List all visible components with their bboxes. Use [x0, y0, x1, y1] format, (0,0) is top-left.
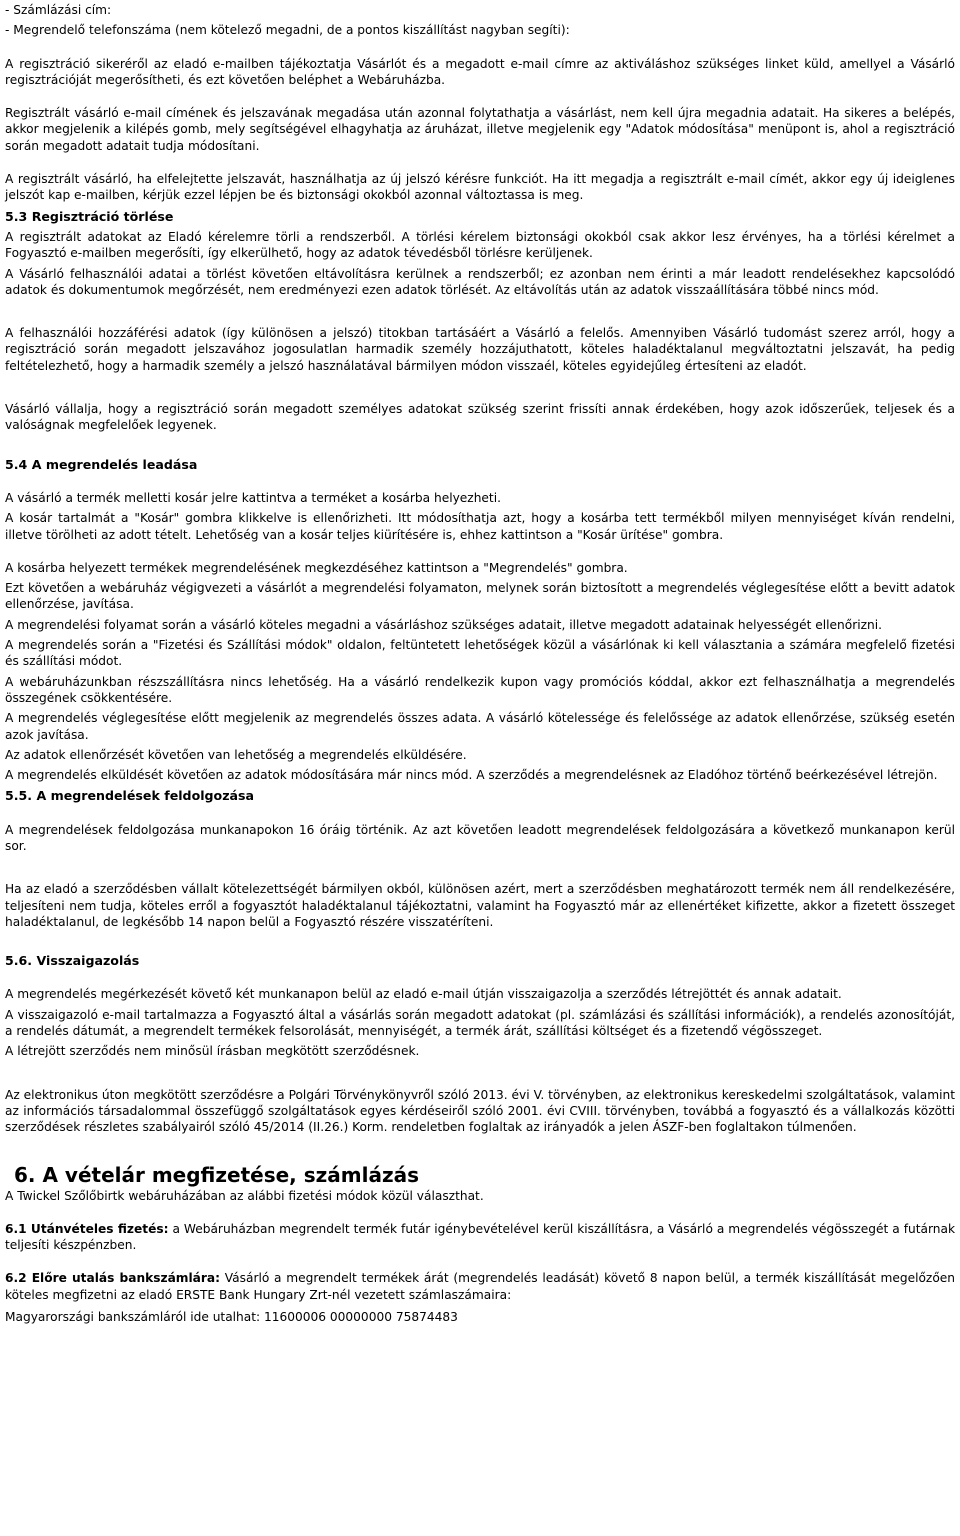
paragraph-bank-account: Magyarországi bankszámláról ide utalhat: 11600006 00000000 75874483	[5, 1310, 458, 1325]
paragraph-order-process: Ezt követően a webáruház végigvezeti a vásárlót a megrendelési folyamaton, melynek során biztosított a megrendelés véglegesítése előtt a bevitt adatok ellenőrzése, javítása.	[5, 581, 955, 612]
paragraph-order-send: Az adatok ellenőrzését követően van lehetőség a megrendelés elküldésére.	[5, 747, 467, 762]
paragraph-not-written-contract: A létrejött szerződés nem minősül írásban megkötött szerződésnek.	[5, 1044, 420, 1059]
paragraph-deletion-effects: A Vásárló felhasználói adatai a törlést követően eltávolításra kerülnek a rendszerből; ez azonban nem érinti a már leadott rendelésekhez kapcsolódó adatok és dokumentumok megőrzését, nem eredményezi ezen adatok törlését. Az eltávolítás után az adatok visszaállítására többé nincs mód.	[5, 266, 955, 297]
paragraph-confirmation-contents: A visszaigazoló e-mail tartalmazza a Fogyasztó által a vásárlás során megadott adatokat (pl. számlázási és szállítási információk), a rendelés azonosítóját, a rendelés dátumát, a megrendelt termékek felsorolását, mennyiségét, a termék árát, szállítási költséget és a fizetendő végösszeget.	[5, 1007, 955, 1039]
section-heading-5-4: 5.4 A megrendelés leadása	[5, 456, 198, 472]
paragraph-payment-shipping: A megrendelés során a "Fizetési és Szállítási módok" oldalon, feltüntetett lehetőségek közül a vásárlónak ki kell választania a számára megfelelő fizetési és szállítási módot.	[5, 638, 955, 669]
section-heading-5-6: 5.6. Visszaigazolás	[5, 953, 140, 969]
cash-on-delivery-title: 6.1 Utánvételes fizetés:	[5, 1221, 169, 1236]
chapter-heading-6: 6. A vételár megfizetése, számlázás	[14, 1162, 419, 1187]
paragraph-coupon: A webáruházunkban részszállításra nincs lehetőség. Ha a vásárló rendelkezik kupon vagy promóciós kóddal, akkor ezt felhasználhatja a megrendelés összegének csökkentésére.	[5, 674, 955, 705]
paragraph-contract-formed: A megrendelés elküldését követően az adatok módosítására már nincs mód. A szerződés a megrendelésnek az Eladóhoz történő beérkezésével létrejön.	[5, 768, 938, 783]
phone-label: - Megrendelő telefonszáma (nem kötelező megadni, de a pontos kiszállítást nagyban segíti):	[5, 23, 570, 38]
paragraph-cash-on-delivery	[5, 1221, 955, 1254]
paragraph-data-update: Vásárló vállalja, hogy a regisztráció során megadott személyes adatokat szükség szerint frissíti annak érdekében, hogy azok időszerűek, teljesek és a valóságnak megfelelőek legyenek.	[5, 402, 955, 433]
section-heading-5-3: 5.3 Regisztráció törlése	[5, 208, 174, 224]
paragraph-forgotten-password: A regisztrált vásárló, ha elfelejtette jelszavát, használhatja az új jelszó kérésre funkciót. Ha itt megadja a regisztrált e-mail címét, akkor egy új ideiglenes jelszót kap e-mailben, kérjük ezzel lépjen be és biztonsági okokból azonnal változtassa is meg.	[5, 172, 955, 203]
paragraph-confirmation: A megrendelés megérkezését követő két munkanapon belül az eladó e-mail útján visszaigazolja a szerződés létrejöttét és annak adatait.	[5, 987, 842, 1002]
paragraph-payment-options: A Twickel Szőlőbirtk webáruházában az alábbi fizetési módok közül választhat.	[5, 1188, 484, 1203]
paragraph-order-review: A megrendelés véglegesítése előtt megjelenik az megrendelés összes adata. A vásárló kötelessége és felelőssége az adatok ellenőrzése, szükség esetén azok javítása.	[5, 711, 955, 742]
paragraph-order-start: A kosárba helyezett termékek megrendelésének megkezdéséhez kattintson a "Megrendelés" gombra.	[5, 560, 628, 575]
cash-on-delivery-text: a Webáruházban megrendelt termék futár igénybevételével kerül kiszállításra, a Vásárló a megrendelés végösszegét a futárnak teljesíti készpénzben.	[5, 1221, 956, 1253]
paragraph-deletion-request: A regisztrált adatokat az Eladó kérelemre törli a rendszerből. A törlési kérelem biztonsági okokból csak akkor lesz érvényes, ha a törlési kérelmet a Fogyasztó e-mailben megerősíti, így elkerülhető, hogy az adatok tévedésből törlésre kerüljenek.	[5, 229, 955, 261]
paragraph-non-fulfilment: Ha az eladó a szerződésben vállalt kötelezettségét bármilyen okból, különösen azért, mert a szerződésben meghatározott termék nem áll rendelkezésére, teljesíteni nem tudja, köteles erről a fogyasztót haladéktalanul tájékoztatni, valamint ha Fogyasztó már az ellenértéket kifizette, akkor a fizetett összeget haladéktalanul, de legkésőbb 14 napon belül a Fogyasztó részére visszatéríteni.	[5, 882, 955, 929]
document-page	[0, 2, 960, 1536]
paragraph-cart-add: A vásárló a termék melletti kosár jelre kattintva a terméket a kosárba helyezheti.	[5, 490, 501, 505]
paragraph-password-responsibility: A felhasználói hozzáférési adatok (így különösen a jelszó) titokban tartásáért a Vásárló a felelős. Amennyiben Vásárló tudomást szerez arról, hogy a regisztráció során megadott jelszavához jogosulatlan harmadik személy hozzájuthatott, köteles haladéktalanul megváltoztatni jelszavát, ha pedig feltételezhető, hogy a harmadik személy a jelszó használatával bármilyen módon visszaél, köteles egyidejűleg értesíteni az eladót.	[5, 326, 955, 373]
paragraph-order-data: A megrendelési folyamat során a vásárló köteles megadni a vásárláshoz szükséges adatait, illetve megadott adatainak helyességét ellenőrizni.	[5, 617, 882, 632]
paragraph-registered-login: Regisztrált vásárló e-mail címének és jelszavának megadása után azonnal folytathatja a vásárlást, nem kell újra megadnia adatait. Ha sikeres a belépés, akkor megjelenik a kilépés gomb, mely segítségével elhagyhatja az áruházat, illetve megjelenik egy "Adatok módosítása" menüpont is, ahol a regisztráció során megadott adatait tudja módosítani.	[5, 106, 955, 153]
billing-address-label: - Számlázási cím:	[5, 3, 112, 17]
paragraph-applicable-law: Az elektronikus úton megkötött szerződésre a Polgári Törvénykönyvről szóló 2013. évi V. törvényben, az elektronikus kereskedelmi szolgáltatások, valamint az információs társadalommal összefüggő szolgáltatások egyes kérdéseiről szóló 2001. évi CVIII. törvényben, továbbá a fogyasztó és a vállalkozás közötti szerződések részletes szabályairól szóló 45/2014 (II.26.) Korm. rendeletben foglaltak az irányadók a jelen ÁSZF-ben foglaltakon túlmenően.	[5, 1087, 955, 1135]
paragraph-registration-confirmation: A regisztráció sikeréről az eladó e-mailben tájékoztatja Vásárlót és a megadott e-mail címre az aktiváláshoz szükséges linket küld, amellyel a Vásárló regisztrációját megerősítheti, és ezt követően beléphet a Webáruházba.	[5, 56, 955, 87]
paragraph-processing-hours: A megrendelések feldolgozása munkanapokon 16 óráig történik. Az azt követően leadott megrendelések feldolgozására a következő munkanapon kerül sor.	[5, 822, 955, 853]
paragraph-cart-check: A kosár tartalmát a "Kosár" gombra klikkelve is ellenőrizheti. Itt módosíthatja azt, hogy a kosárba tett termékből milyen mennyiséget kíván rendelni, illetve törölheti az adott tételt. Lehetőség van a kosár teljes kiürítésére is, ehhez kattintson a "Kosár ürítése" gombra.	[5, 511, 955, 542]
bank-transfer-text: Vásárló a megrendelt termékek árát (megrendelés leadását) követő 8 napon belül, a termék kiszállítását megelőzően köteles megfizetni az eladó ERSTE Bank Hungary Zrt-nél vezetett számlaszámaira:	[5, 1271, 955, 1302]
paragraph-bank-transfer	[5, 1270, 955, 1303]
section-heading-5-5: 5.5. A megrendelések feldolgozása	[5, 788, 255, 804]
bank-transfer-title: 6.2 Előre utalás bankszámlára:	[5, 1271, 221, 1286]
